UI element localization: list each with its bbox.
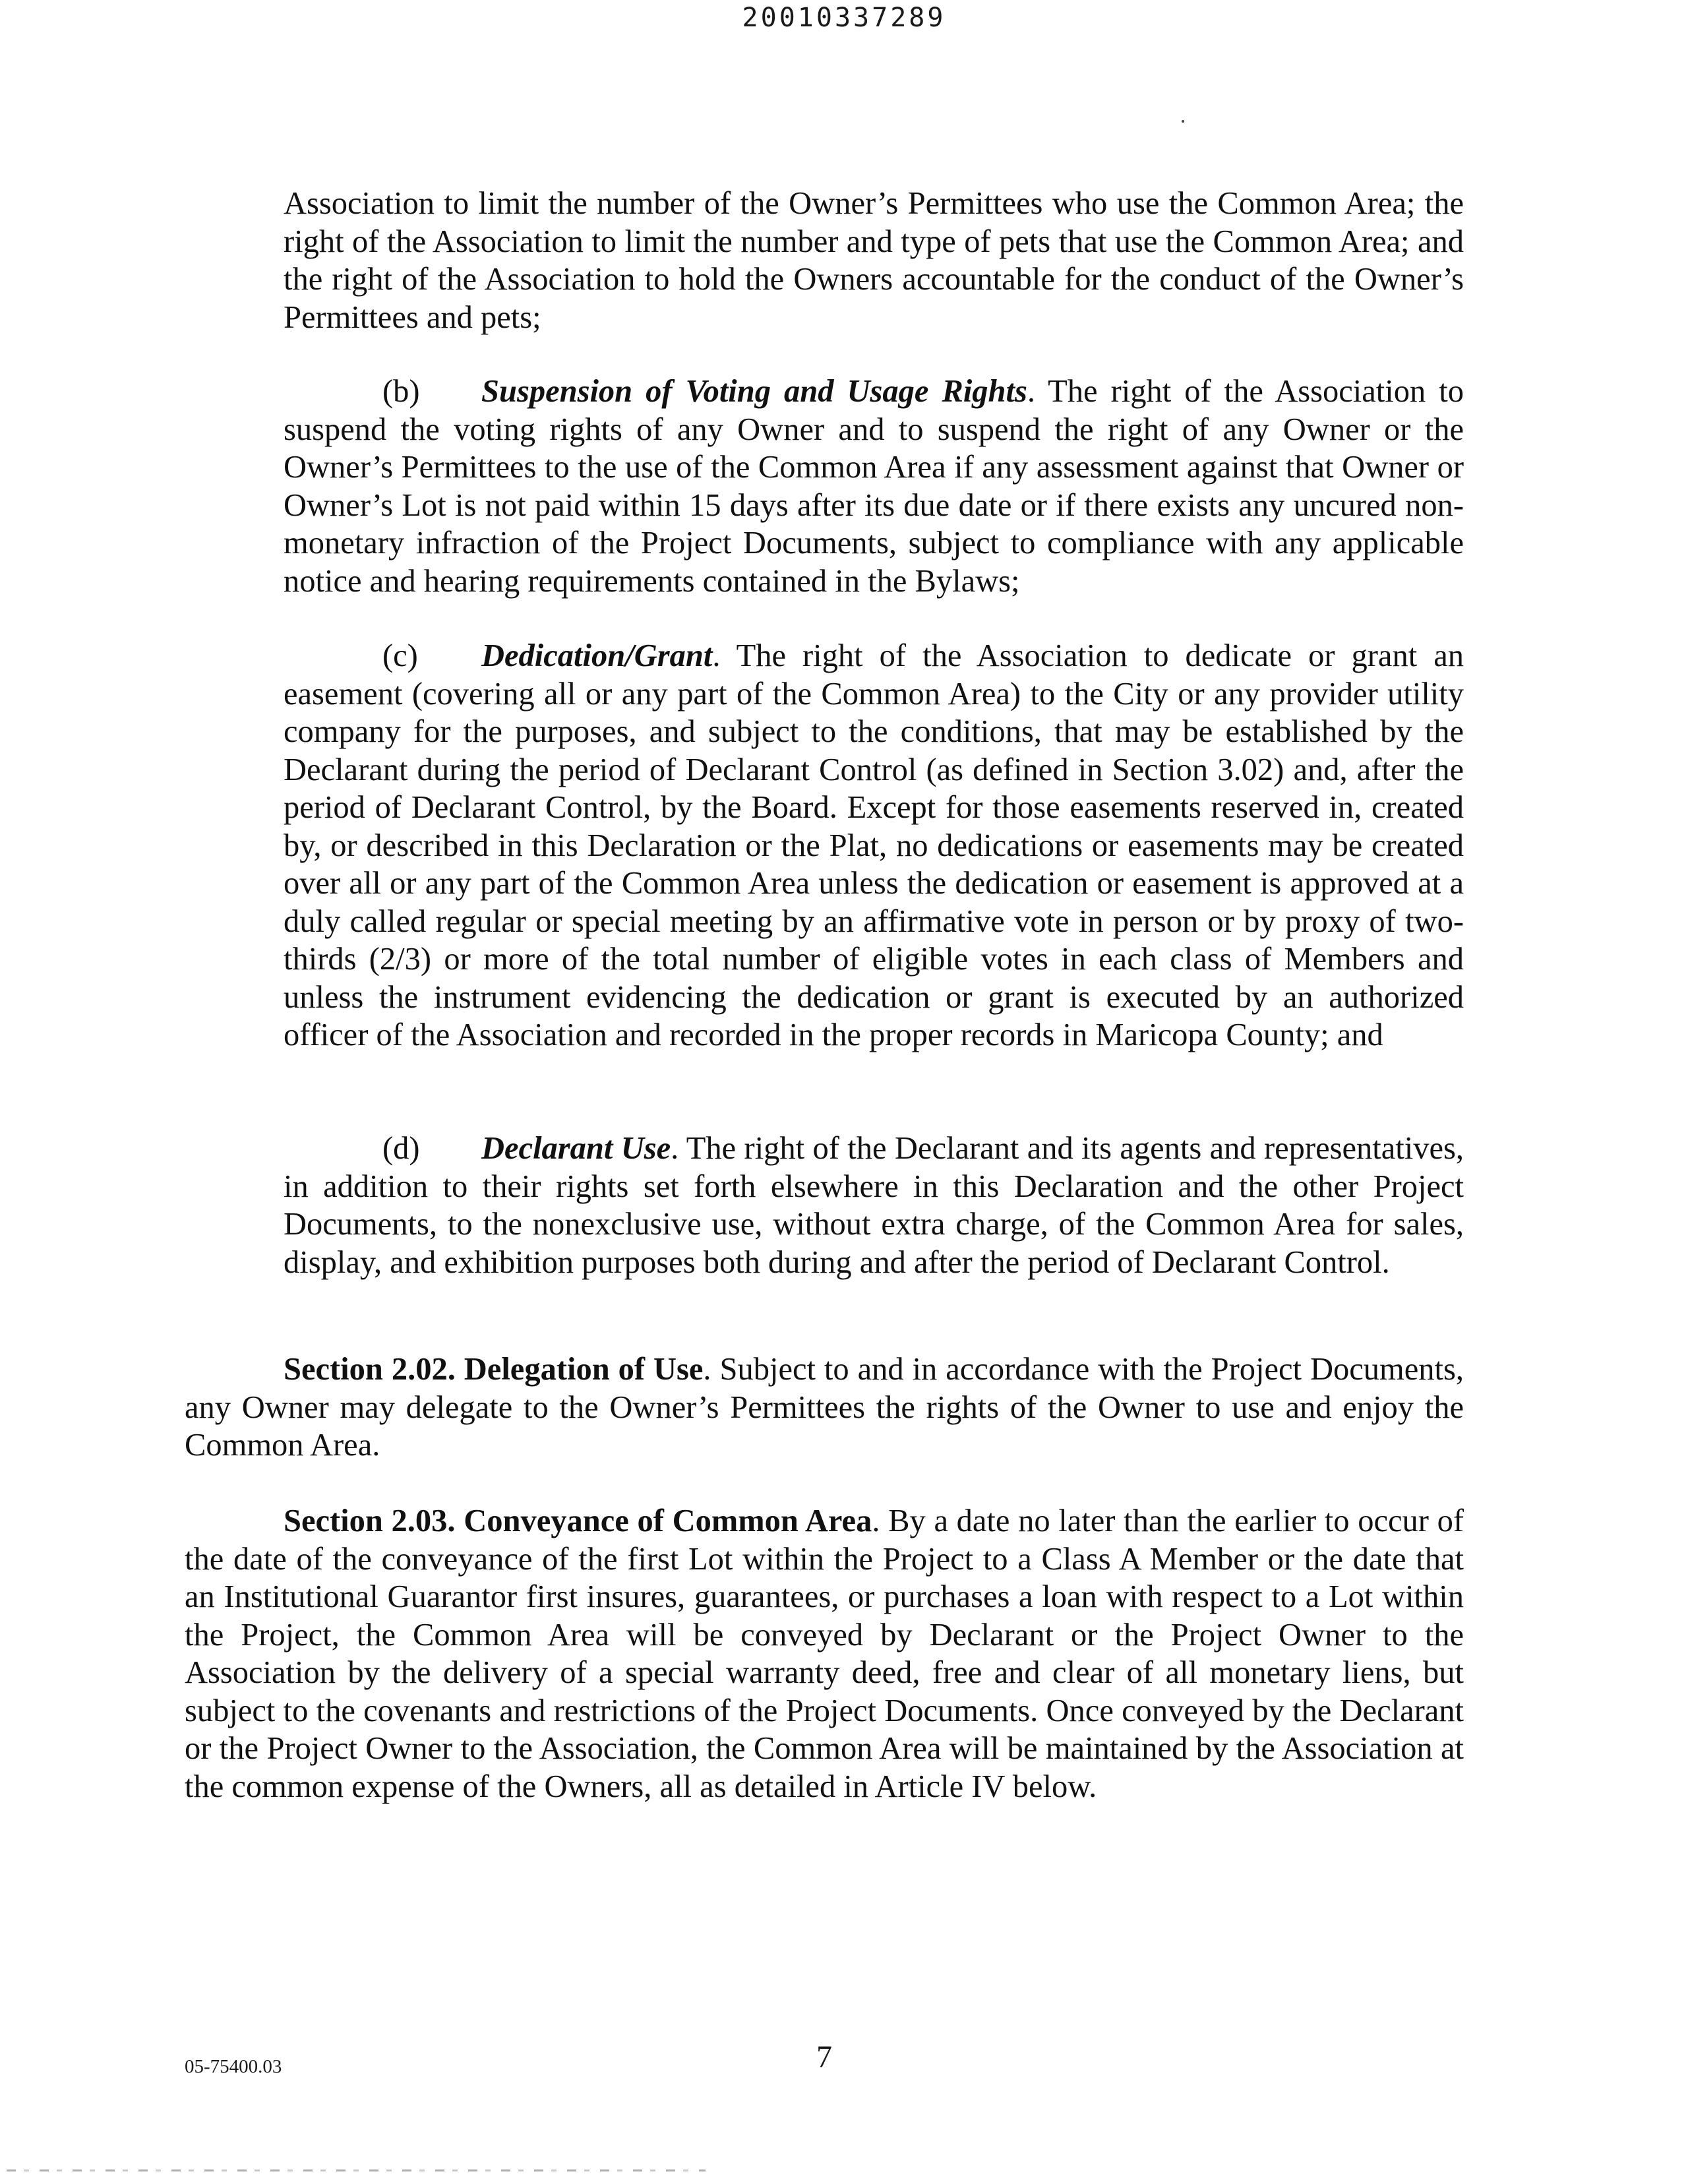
section-2-02-text: . Subject to and in accordance with the Project Documents, any Owner may delegate to the Owner’s Permittees the rights of the Owner to use and enjoy the Common Area.: [185, 1352, 1464, 1463]
paragraph-b-label: (b): [382, 374, 420, 409]
section-2-03-text: . By a date no later than the earlier to occur of the date of the conveyance of the first Lot within the Project to a Class A Member or the date that an Institutional Guarantor first insures, guarantees, or purchases a loan with respect to a Lot within the Project, the Common Area will be conveyed by Declarant or the Project Owner to the Association by the delivery of a special warranty deed, free and clear of all monetary liens, but subject to the covenants and restrictions of the Project Documents. Once conveyed by the Declarant or the Project Owner to the Association, the Common Area will be maintained by the Association at the common expense of the Owners, all as detailed in Article IV below.: [185, 1503, 1464, 1804]
paragraph-c-heading: Dedication/Grant: [481, 638, 713, 673]
paragraph-c-label: (c): [382, 638, 418, 673]
paragraph-d-text: . The right of the Declarant and its agents and representatives, in addition to their rights set forth elsewhere in this Declaration and the other Project Documents, to the nonexclusive use, without extra charge, of the Common Area for sales, display, and exhibition purposes both during and after the period of Declarant Control.: [284, 1131, 1464, 1280]
paragraph-b: [284, 373, 1464, 600]
paragraph-c-text: . The right of the Association to dedicate or grant an easement (covering all or any part of the Common Area) to the City or any provider utility company for the purposes, and subject to the conditions, that may be established by the Declarant during the period of Declarant Control (as defined in Section 3.02) and, after the period of Declarant Control, by the Board. Except for those easements reserved in, created by, or described in this Declaration or the Plat, no dedications or easements may be created over all or any part of the Common Area unless the dedication or easement is approved at a duly called regular or special meeting by an affirmative vote in person or by proxy of two-thirds (2/3) or more of the total number of eligible votes in each class of Members and unless the instrument evidencing the dedication or grant is executed by an authorized officer of the Association and recorded in the proper records in Maricopa County; and: [284, 638, 1464, 1052]
section-2-02: [185, 1350, 1464, 1465]
paragraph-d-heading: Declarant Use: [481, 1131, 671, 1166]
section-2-03-heading: Section 2.03. Conveyance of Common Area: [284, 1503, 872, 1538]
document-number: 20010337289: [742, 3, 946, 33]
paragraph-d: [284, 1130, 1464, 1281]
footer-document-code: 05-75400.03: [185, 2056, 282, 2077]
section-2-03: [185, 1502, 1464, 1805]
intro-paragraph: [284, 185, 1464, 336]
paragraph-b-text: . The right of the Association to suspend the voting rights of any Owner and to suspend the right of any Owner or the Owner’s Permittees to the use of the Common Area if any assessment against that Owner or Owner’s Lot is not paid within 15 days after its due date or if there exists any uncured non-monetary infraction of the Project Documents, subject to compliance with any applicable notice and hearing requirements contained in the Bylaws;: [284, 374, 1464, 599]
section-2-02-heading: Section 2.02. Delegation of Use: [284, 1352, 704, 1387]
paragraph-c: [284, 637, 1464, 1054]
paragraph-d-label: (d): [382, 1131, 420, 1166]
paragraph-b-heading: Suspension of Voting and Usage Rights: [481, 374, 1027, 409]
footer-page-number: 7: [816, 2040, 832, 2075]
scan-artifact-line: [7, 2169, 706, 2171]
intro-text: Association to limit the number of the Owner’s Permittees who use the Common Area; the right of the Association to limit the number and type of pets that use the Common Area; and the right of the Association to hold the Owners accountable for the conduct of the Owner’s Permittees and pets;: [284, 186, 1464, 335]
scan-speck: [1182, 120, 1184, 123]
